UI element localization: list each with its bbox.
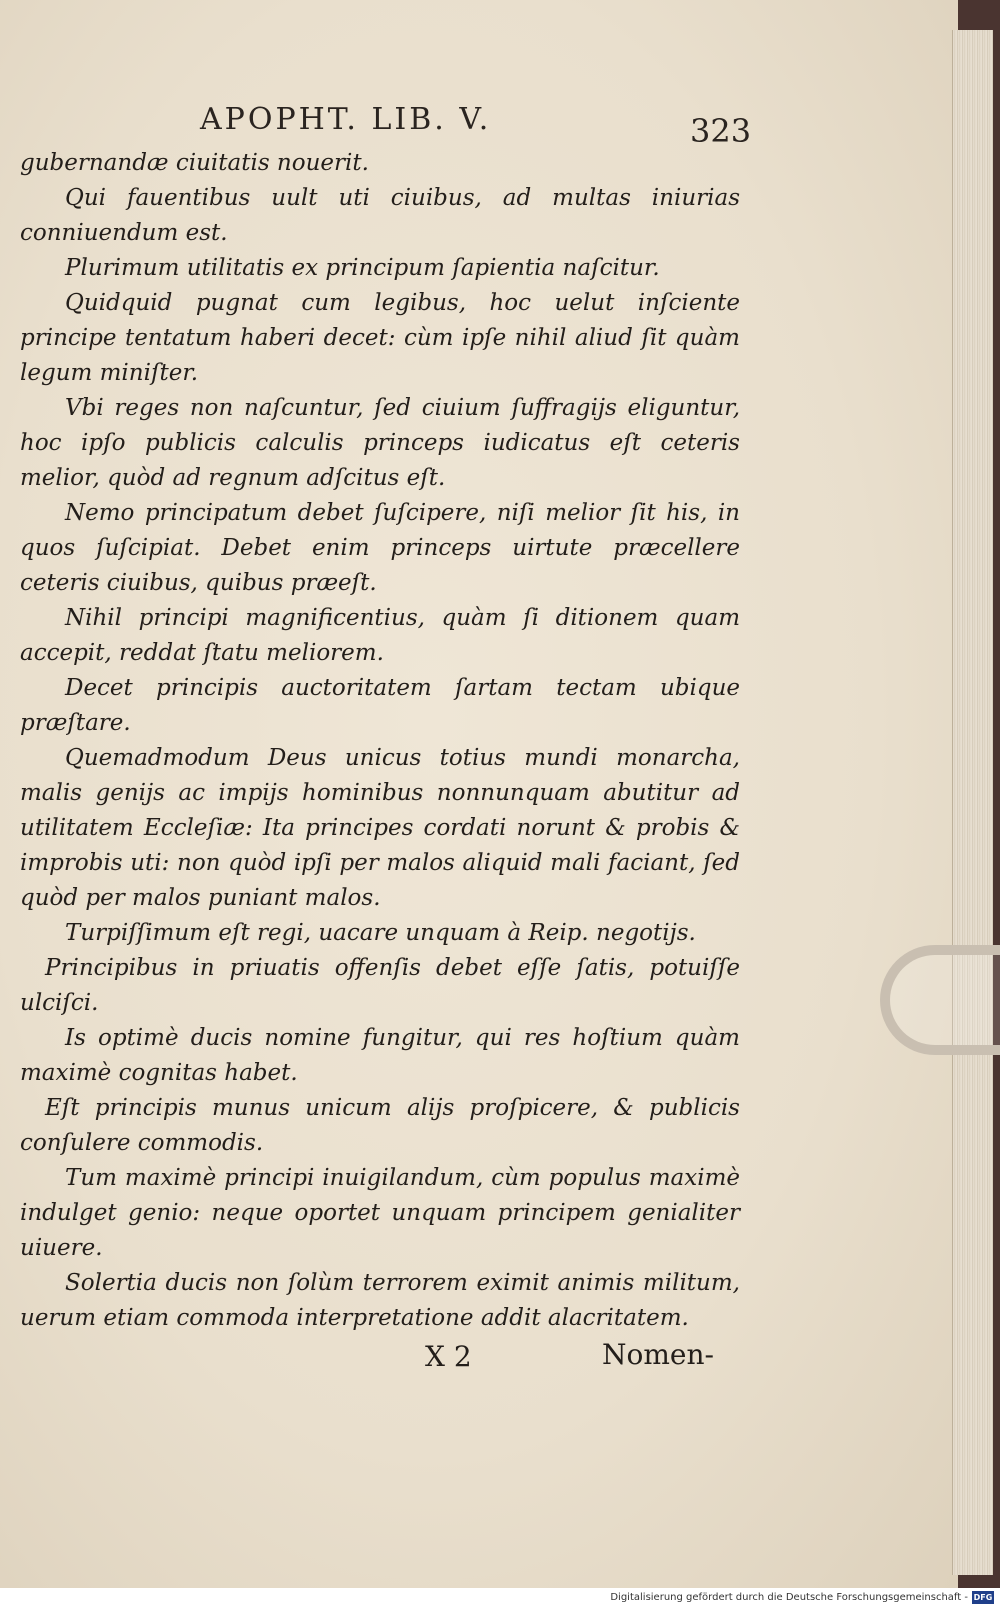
- running-head: APOPHT. LIB. V.: [200, 102, 492, 137]
- paragraph: Vbi reges non naſcuntur, ſed ciuium ſuffragijs eliguntur, hoc ipſo publicis calculis princeps iudicatus eſt ceteris melior, quòd ad regnum adſcitus eſt.: [20, 395, 740, 491]
- page-number: 323: [690, 112, 752, 150]
- paragraph: Plurimum utilitatis ex principum ſapientia naſcitur.: [65, 255, 660, 281]
- paragraph: Qui fauentibus uult uti ciuibus, ad multas iniurias conniuendum est.: [20, 185, 740, 246]
- paragraph: Solertia ducis non ſolùm terrorem eximit animis militum, uerum etiam commoda interpretatione addit alacritatem.: [20, 1270, 740, 1331]
- page-edges: [952, 30, 993, 1575]
- digitization-notice: Digitalisierung gefördert durch die Deutsche Forschungsgemeinschaft -: [610, 1592, 968, 1603]
- paragraph: Turpiſſimum eſt regi, uacare unquam à Reip. negotijs.: [65, 920, 696, 946]
- catchword: Nomen-: [602, 1338, 714, 1371]
- paragraph: Quemadmodum Deus unicus totius mundi monarcha, malis genijs ac impijs hominibus nonnunquam abutitur ad utilitatem Eccleſiæ: Ita principes cordati norunt & probis & improbis uti: non quòd ipſi per malos aliquid mali faciant, ſed quòd per malos puniant malos.: [20, 745, 740, 911]
- paragraph: Decet principis auctoritatem ſartam tectam ubique præſtare.: [20, 675, 740, 736]
- paragraph: gubernandæ ciuitatis nouerit.: [20, 150, 369, 176]
- paragraph: Is optimè ducis nomine fungitur, qui res hoſtium quàm maximè cognitas habet.: [20, 1025, 740, 1086]
- paragraph: Nihil principi magnificentius, quàm ſi ditionem quam accepit, reddat ſtatu meliorem.: [20, 605, 740, 666]
- signature-mark: X 2: [425, 1340, 472, 1373]
- paragraph: Nemo principatum debet ſuſcipere, niſi melior ſit his, in quos ſuſcipiat. Debet enim princeps uirtute præcellere ceteris ciuibus, quibus præeſt.: [20, 500, 740, 596]
- text-body: [20, 146, 740, 1336]
- book-clasp: [880, 945, 1000, 1055]
- paragraph: Principibus in priuatis offenſis debet eſſe ſatis, potuiſſe ulciſci.: [20, 955, 740, 1016]
- paragraph: Eſt principis munus unicum alijs proſpicere, & publicis conſulere commodis.: [20, 1095, 740, 1156]
- dfg-logo: DFG: [973, 1593, 993, 1602]
- paragraph: Tum maximè principi inuigilandum, cùm populus maximè indulget genio: neque oportet unquam principem genialiter uiuere.: [20, 1165, 740, 1261]
- paragraph: Quidquid pugnat cum legibus, hoc uelut inſciente principe tentatum haberi decet: cùm ipſe nihil aliud ſit quàm legum miniſter.: [20, 290, 740, 386]
